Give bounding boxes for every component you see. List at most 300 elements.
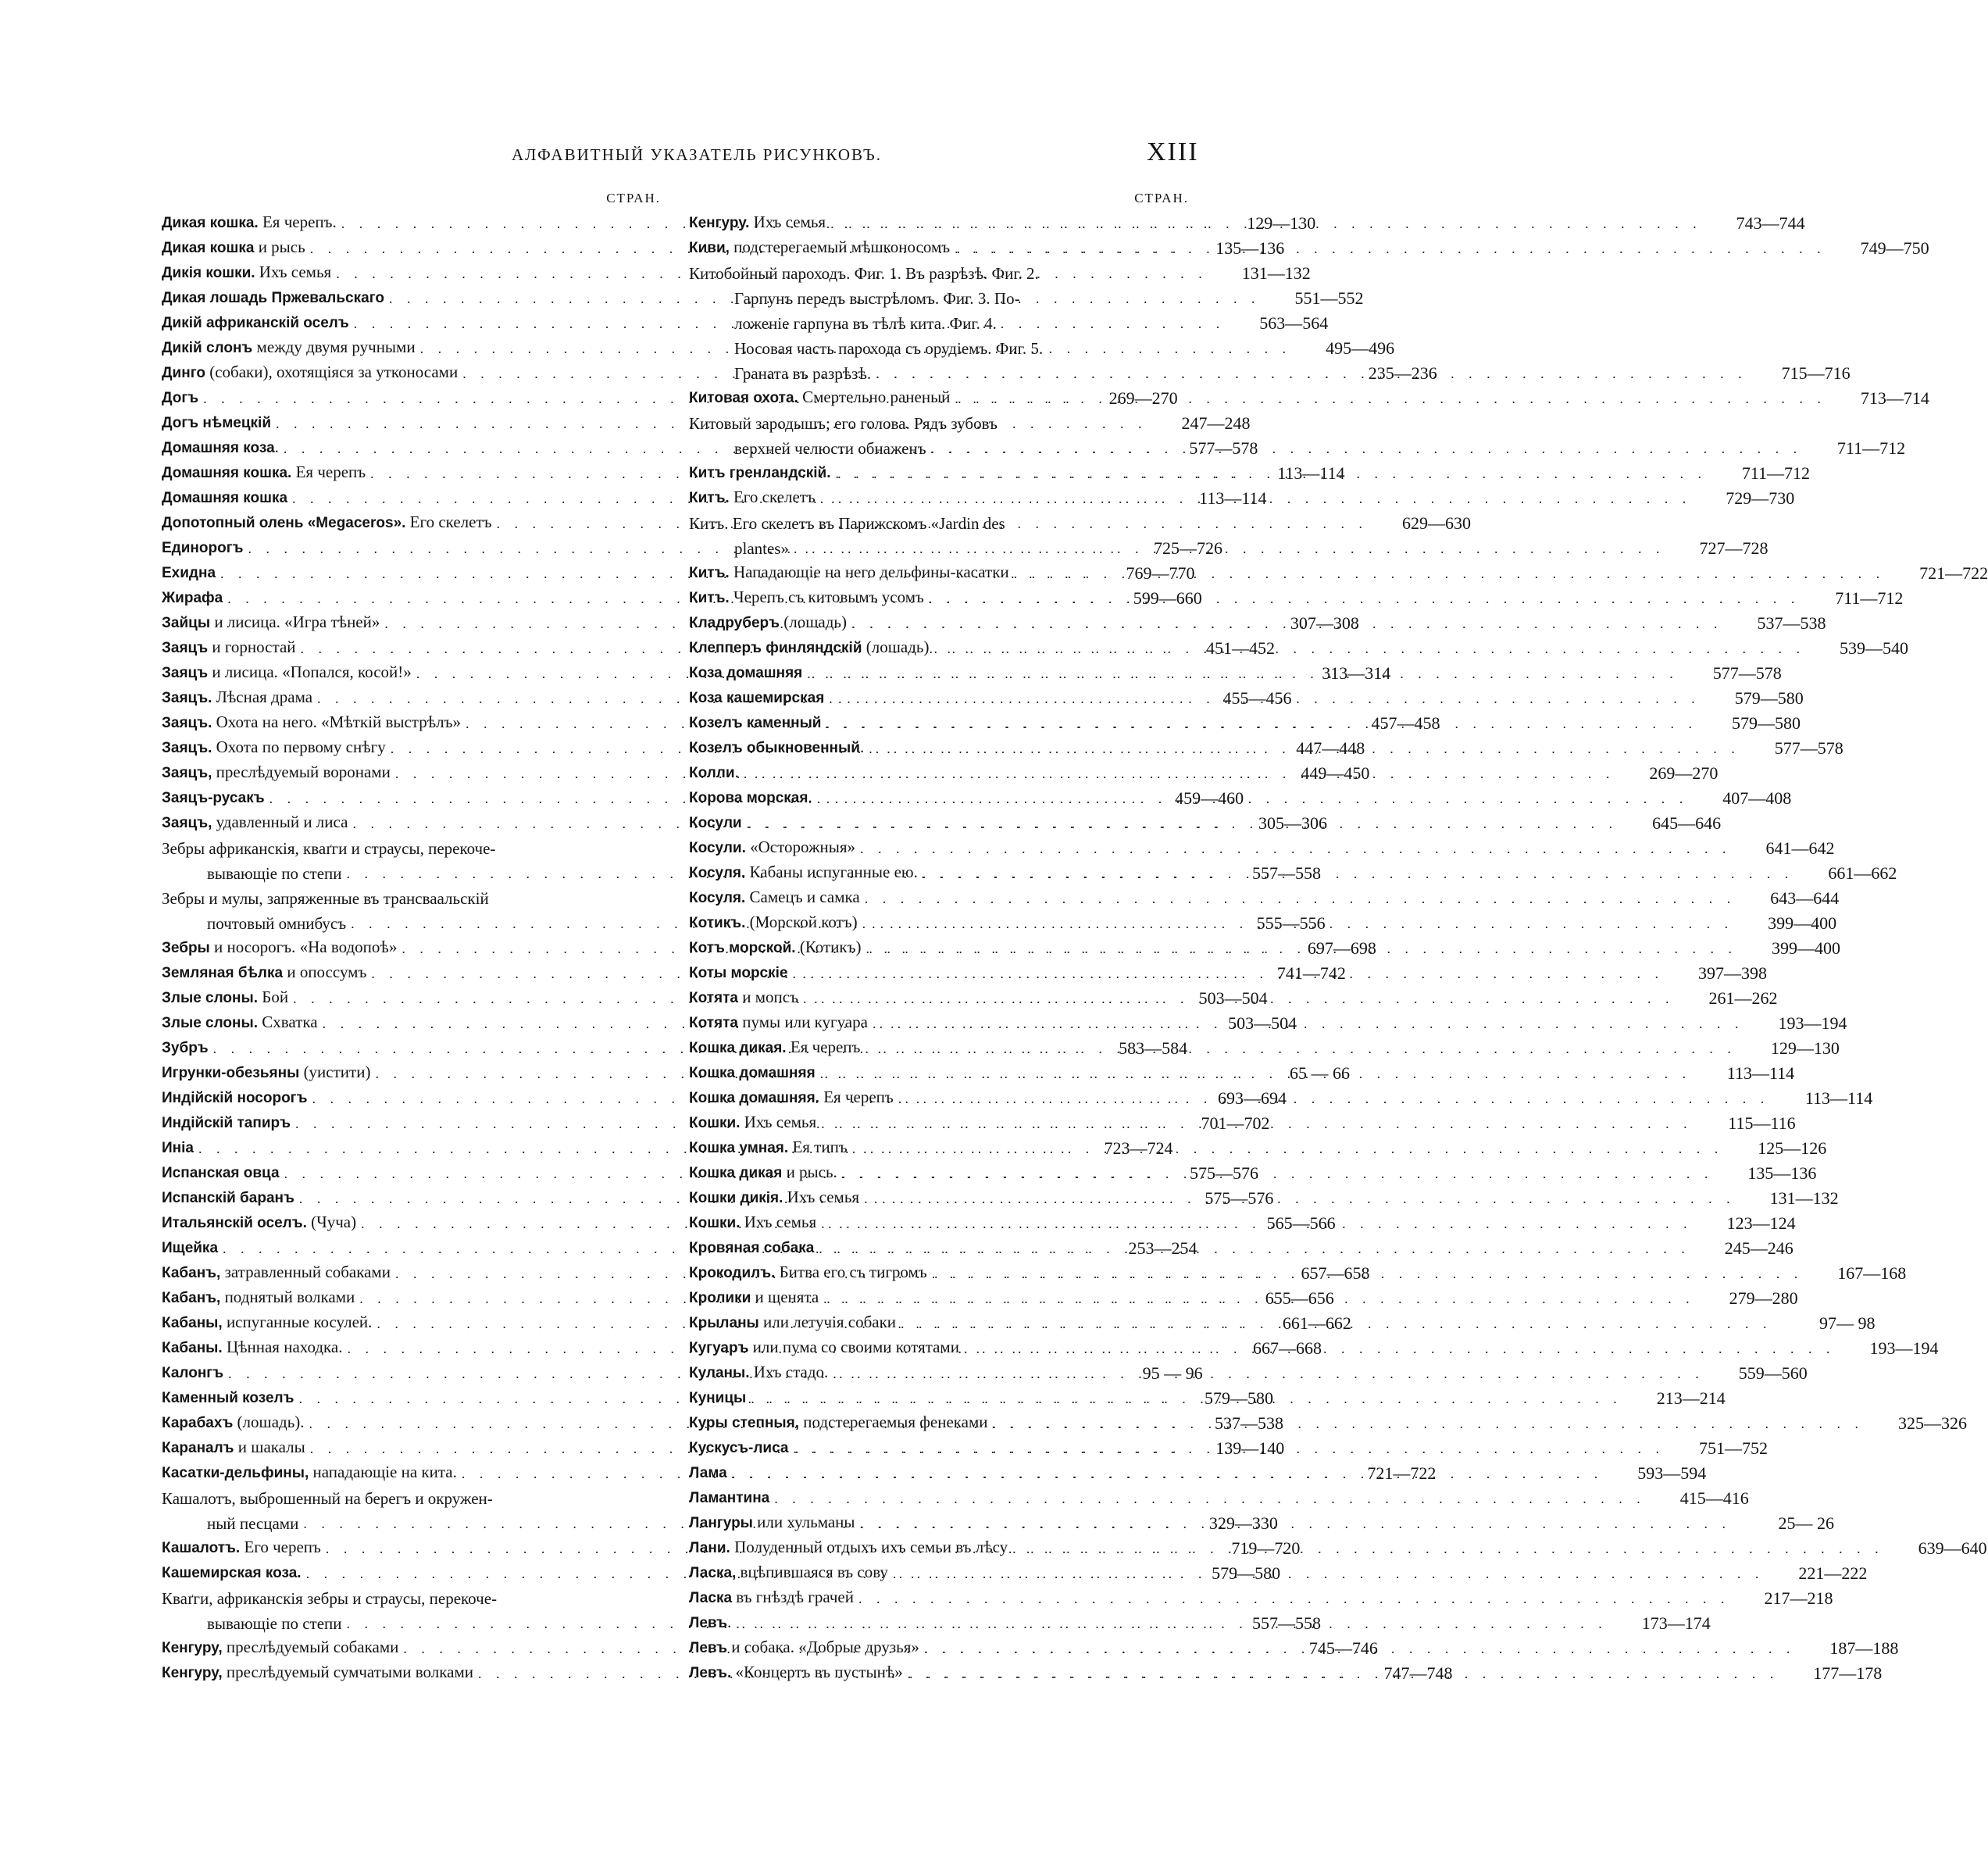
- page-range: 697—698: [1307, 938, 1376, 958]
- page-range: 449—450: [1301, 763, 1370, 783]
- page-range: 269—270: [1108, 388, 1178, 408]
- page-range: 447—448: [1296, 738, 1365, 758]
- entry-title: [162, 234, 305, 261]
- entry-title: [162, 934, 397, 961]
- page-range: 187—188: [1829, 1638, 1899, 1658]
- page-range: 459—460: [1175, 788, 1244, 808]
- page-range: 747—748: [1383, 1663, 1453, 1683]
- entry-description: нападающіе на кита.: [309, 1463, 457, 1481]
- entry-description: затравленный собаками: [220, 1263, 391, 1281]
- entry-headword: Дикая кошка: [162, 240, 255, 256]
- entry-headword: Кошка дикая.: [689, 1040, 787, 1056]
- leader-dots: [860, 1036, 1736, 1061]
- entry-description: (собаки), охотящіяся за утконосами: [205, 363, 459, 381]
- entry-title: [689, 1609, 731, 1636]
- entry-headword: Кашалотъ.: [162, 1540, 241, 1556]
- entry-title: [162, 759, 391, 786]
- entry-title: [162, 734, 386, 761]
- page-range: 25— 26: [1778, 1513, 1835, 1533]
- page-range: 719—720: [1231, 1538, 1301, 1558]
- entry-description: Нападающіе на него дельфины-касатки: [729, 563, 1009, 581]
- entry-headword: Коза кашемирская: [689, 690, 825, 706]
- leader-dots: [819, 1286, 1695, 1311]
- entry-description: Кабаны испуганные ею.: [745, 863, 918, 881]
- page-range: 503—504: [1228, 1013, 1297, 1033]
- entry-headword: Крыланы: [689, 1315, 759, 1331]
- entry-headword: Крокодилъ.: [689, 1265, 776, 1281]
- leader-dots: [903, 1661, 1779, 1686]
- page-range: 129—130: [1770, 1038, 1840, 1058]
- page-range: 113—114: [1277, 463, 1345, 483]
- page-range: 253—254: [1128, 1238, 1197, 1258]
- entry-description: вцѣпившаяся въ сову: [736, 1563, 888, 1581]
- leader-dots: [1008, 1536, 1884, 1561]
- entry-title: [162, 709, 461, 736]
- page-number: XIII: [1147, 138, 1199, 166]
- entry-title: [162, 784, 265, 811]
- leader-dots: [926, 436, 1803, 461]
- entry-headword: Ласка,: [689, 1565, 737, 1581]
- entry-title: [689, 634, 929, 661]
- leader-dots: [746, 1386, 1622, 1411]
- page-range: 325—326: [1898, 1413, 1968, 1433]
- entry-headword: Кашемирская коза.: [162, 1565, 302, 1581]
- index-entry: [689, 561, 1988, 586]
- entry-headword: Кролики: [689, 1290, 751, 1306]
- entry-description: Ея черепъ: [291, 463, 366, 481]
- entry-title: [689, 1059, 816, 1086]
- entry-headword: Касатки-дельфины,: [162, 1465, 309, 1481]
- entry-description: Ея типъ: [788, 1138, 848, 1156]
- page-range: 641—642: [1765, 838, 1835, 858]
- entry-headword: Косули.: [689, 840, 746, 856]
- page-range: 661—662: [1828, 863, 1897, 883]
- entry-headword: Заяцъ.: [162, 715, 212, 731]
- page-range: 713—714: [1860, 388, 1929, 408]
- entry-title: [162, 259, 331, 286]
- entry-description: и шакалы: [234, 1438, 305, 1456]
- entry-headword: Караналъ: [162, 1440, 234, 1456]
- entry-headword: Кошки.: [689, 1215, 741, 1231]
- entry-headword: Догъ: [162, 390, 199, 406]
- leader-dots: [896, 1311, 1772, 1336]
- leader-dots: [788, 1436, 1665, 1461]
- leader-dots: [864, 736, 1740, 761]
- entry-description: и лисица. «Попался, косой!»: [208, 663, 412, 681]
- entry-headword: Лангуры: [689, 1515, 753, 1531]
- entry-description: пумы или кугуара: [738, 1013, 868, 1031]
- entry-description: Ихъ семья: [740, 1113, 817, 1131]
- entry-title: [689, 1559, 888, 1586]
- page-range: 629—630: [1402, 513, 1471, 533]
- entry-title: [689, 709, 821, 736]
- entry-line: Китобойный пароходъ. Фиг. 1. Въ разрѣзѣ. Фиг. 2.: [689, 264, 1039, 283]
- entry-description: Охота на него. «Мѣткій выстрѣлъ»: [212, 713, 461, 731]
- page-range: 577—578: [1774, 738, 1843, 758]
- entry-description: и мопсъ: [738, 988, 798, 1006]
- entry-headword: Косуля.: [689, 865, 746, 881]
- entry-headword: Калонгъ: [162, 1365, 224, 1381]
- page-range: 563—564: [1259, 313, 1329, 333]
- entry-title: [689, 809, 742, 836]
- entry-title: [162, 634, 296, 661]
- entry-headword: Кошки.: [689, 1115, 741, 1131]
- index-entry: [689, 886, 1840, 911]
- leader-dots: [854, 1586, 1730, 1611]
- entry-headword: Кладруберъ: [689, 615, 780, 631]
- entry-line: ложеніе гарпуна въ тѣлѣ кита. Фиг. 4.: [734, 314, 997, 333]
- page-range: 661—662: [1282, 1313, 1351, 1333]
- entry-title: [689, 1484, 769, 1511]
- entry-description: Ея черепъ: [819, 1088, 894, 1106]
- entry-title: [689, 959, 787, 986]
- entry-title: [689, 1359, 828, 1386]
- entry-title: [689, 1509, 855, 1536]
- entry-title: [689, 1259, 927, 1286]
- leader-dots: [742, 811, 1619, 836]
- entry-description: подстерегаемый мѣшконосомъ: [729, 238, 951, 256]
- page-range: 415—416: [1679, 1488, 1749, 1508]
- page-range: 721—722: [1919, 563, 1988, 583]
- entry-description: Черепъ съ китовымъ усомъ: [729, 588, 924, 606]
- entry-description: преслѣдуемый собаками: [222, 1638, 399, 1656]
- entry-headword: Злые слоны.: [162, 990, 259, 1006]
- entry-description: (уистити): [299, 1063, 371, 1081]
- page-range: 457—458: [1371, 713, 1440, 733]
- entry-headword: Корова морская: [689, 790, 808, 806]
- leader-dots: [789, 536, 1665, 561]
- page-range: 643—644: [1770, 888, 1840, 908]
- entry-headword: Кускусъ-лиса: [689, 1440, 789, 1456]
- entry-headword: Киви,: [689, 240, 730, 256]
- entry-title: [162, 309, 349, 336]
- entry-headword: Испанскій баранъ: [162, 1190, 294, 1206]
- index-entry: [689, 536, 1768, 561]
- entry-headword: Косули: [689, 815, 742, 831]
- entry-headword: Домашняя кошка.: [162, 465, 292, 481]
- entry-headword: Кабаны.: [162, 1340, 223, 1356]
- entry-description: Лѣсная драма: [212, 688, 313, 706]
- entry-headword: Куницы: [689, 1390, 747, 1406]
- entry-description: Самецъ и самка: [745, 888, 860, 906]
- entry-headword: Колли: [689, 765, 735, 781]
- entry-line: верхней челюсти обнаженъ: [734, 439, 926, 458]
- page-range: 123—124: [1726, 1213, 1796, 1233]
- entry-description: .: [808, 788, 812, 806]
- entry-headword: Индійскій носорогъ: [162, 1090, 308, 1106]
- index-entry: [689, 336, 1189, 361]
- entry-title: [689, 859, 918, 886]
- entry-description: Ея черепъ.: [258, 213, 337, 231]
- entry-headword: Котъ морской.: [689, 940, 796, 956]
- page-range: 539—540: [1839, 638, 1908, 658]
- entry-headword: Лама: [689, 1465, 727, 1481]
- page-range: 221—222: [1798, 1563, 1868, 1583]
- entry-title: [162, 1134, 194, 1161]
- page-range: 711—712: [1836, 438, 1906, 458]
- page-range: 555—556: [1256, 913, 1326, 933]
- index-entry: [689, 586, 1904, 611]
- page-range: 577—578: [1712, 663, 1782, 683]
- index-entry: [689, 511, 1189, 536]
- entry-headword: Кошка домашняя.: [689, 1090, 819, 1106]
- entry-description: (Котикъ): [795, 938, 862, 956]
- entry-headword: Карабахъ: [162, 1415, 234, 1431]
- page-range: 559—560: [1738, 1363, 1808, 1383]
- entry-headword: Левъ: [689, 1615, 727, 1631]
- entry-line: Китовый зародышъ; его голова. Рядъ зубовъ: [689, 414, 998, 433]
- leader-dots: [798, 986, 1675, 1011]
- leader-dots: [871, 361, 1747, 386]
- page-range: 721—722: [1367, 1463, 1437, 1483]
- column-label: СТРАН.: [606, 191, 661, 205]
- page-range: 113—114: [1804, 1088, 1873, 1108]
- index-entry: [689, 836, 1835, 861]
- leader-dots: [1009, 561, 1886, 586]
- page-range: 495—496: [1326, 338, 1395, 358]
- entry-title: [162, 359, 458, 386]
- page-range: 575—576: [1190, 1163, 1259, 1183]
- entry-title: [689, 934, 861, 961]
- page-range: 701—702: [1201, 1113, 1270, 1133]
- page-range: 313—314: [1322, 663, 1391, 683]
- leader-dots: [927, 1261, 1804, 1286]
- entry-title: [689, 984, 798, 1011]
- page-range: 131—132: [1769, 1188, 1839, 1208]
- entry-title: [689, 234, 950, 261]
- entry-headword: Допотопный олень «Megaceros».: [162, 515, 406, 531]
- entry-headword: Кровяная собака: [689, 1240, 815, 1256]
- page-range: 131—132: [1241, 263, 1311, 283]
- entry-headword: Левъ: [689, 1640, 727, 1656]
- entry-description: (лошадь): [862, 638, 930, 656]
- entry-title: [162, 509, 492, 536]
- entry-headword: Заяцъ-русакъ: [162, 790, 265, 806]
- page-range: 557—558: [1252, 1613, 1322, 1633]
- entry-line: ный песцами: [207, 1514, 299, 1533]
- entry-headword: Кабанъ,: [162, 1290, 221, 1306]
- leader-dots: [859, 1186, 1736, 1211]
- entry-headword: Козелъ каменный: [689, 715, 822, 731]
- page-range: 305—306: [1258, 813, 1327, 833]
- entry-headword: Китовая охота.: [689, 390, 798, 406]
- page-range: 769—770: [1126, 563, 1195, 583]
- column-label: СТРАН.: [1134, 191, 1189, 205]
- leader-dots: [812, 786, 1689, 811]
- page-range: 235—236: [1368, 363, 1437, 383]
- entry-headword: Ламантина: [689, 1490, 770, 1506]
- entry-title: [162, 1634, 398, 1661]
- entry-headword: Заяцъ,: [162, 765, 212, 781]
- entry-line: Граната въ разрѣзѣ.: [734, 364, 872, 383]
- entry-title: [689, 1409, 988, 1436]
- page-range: 245—246: [1724, 1238, 1793, 1258]
- index-entry: [689, 286, 1189, 311]
- entry-headword: Дикій слонъ: [162, 340, 253, 356]
- entry-description: между двумя ручными: [252, 338, 416, 356]
- page-range: 217—218: [1764, 1588, 1833, 1608]
- entry-description: Ея черепъ: [786, 1038, 861, 1056]
- entry-headword: Куланы.: [689, 1365, 750, 1381]
- index-entry: [689, 1136, 1827, 1161]
- entry-description: и рысь: [254, 238, 305, 256]
- leader-dots: [988, 1411, 1865, 1436]
- entry-title: [162, 1334, 343, 1361]
- entry-headword: Кенгуру,: [162, 1665, 223, 1681]
- page-range: 95 — 96: [1142, 1363, 1203, 1383]
- entry-title: [162, 1234, 218, 1261]
- entry-description: подстерегаемыя фенеками: [799, 1413, 988, 1431]
- entry-headword: Кугуаръ: [689, 1340, 749, 1356]
- entry-headword: Китъ гренландскій.: [689, 465, 831, 481]
- page-range: 139—140: [1215, 1438, 1285, 1458]
- entry-headword: Зубръ: [162, 1040, 209, 1056]
- page-range: 247—248: [1181, 413, 1251, 433]
- index-entry: [689, 411, 1189, 436]
- entry-title: [162, 1284, 355, 1311]
- leader-dots: [924, 586, 1801, 611]
- entry-title: [689, 1334, 959, 1361]
- entry-description: (лошадь).: [233, 1413, 305, 1431]
- entry-title: [689, 1109, 816, 1136]
- entry-title: [689, 1159, 837, 1186]
- page-range: 97— 98: [1819, 1313, 1876, 1333]
- leader-dots: [727, 1461, 1604, 1486]
- leader-dots: [802, 661, 1679, 686]
- entry-title: [689, 1309, 896, 1336]
- entry-headword: Каменный козелъ: [162, 1390, 294, 1406]
- entry-title: [162, 659, 412, 686]
- entry-title: [162, 809, 348, 836]
- entry-description: Цѣнная находка.: [222, 1338, 343, 1356]
- page-range: 193—194: [1778, 1013, 1847, 1033]
- page-range: 715—716: [1781, 363, 1851, 383]
- entry-headword: Козелъ обыкновенный: [689, 740, 860, 756]
- entry-headword: Котикъ.: [689, 915, 746, 931]
- entry-headword: Заяцъ.: [162, 690, 212, 706]
- entry-headword: Земляная бѣлка: [162, 965, 284, 981]
- leader-dots: [861, 936, 1737, 961]
- page-range: 727—728: [1699, 538, 1768, 558]
- entry-title: [689, 1034, 860, 1061]
- entry-description: и щенята: [751, 1288, 819, 1306]
- entry-headword: Дикая кошка.: [162, 215, 259, 231]
- leader-dots: [950, 386, 1826, 411]
- page-range: 279—280: [1729, 1288, 1798, 1308]
- leader-dots: [848, 1136, 1724, 1161]
- page-range: 645—646: [1652, 813, 1722, 833]
- entry-line: Зебры и мулы, запряженные въ трансваальскій: [162, 889, 489, 908]
- page-range: 537—538: [1757, 613, 1826, 633]
- entry-description: .: [726, 1613, 732, 1631]
- entry-description: Смертельно раненый: [798, 388, 951, 406]
- entry-headword: Кабанъ,: [162, 1265, 221, 1281]
- page-range: 399—400: [1768, 913, 1837, 933]
- entry-line: Носовая часть парохода съ орудіемъ. Фиг. 5.: [734, 339, 1044, 358]
- running-title: АЛФАВИТНЫЙ УКАЗАТЕЛЬ РИСУНКОВЪ.: [512, 145, 882, 164]
- leader-dots: [868, 1011, 1744, 1036]
- entry-headword: Дикая лошадь Пржевальскаго: [162, 290, 384, 306]
- page-range: 693—694: [1217, 1088, 1287, 1108]
- leader-dots: [787, 961, 1664, 986]
- entry-description: и горностай: [208, 638, 296, 656]
- page-range: 551—552: [1294, 288, 1364, 308]
- entry-title: [689, 209, 826, 236]
- entry-title: [162, 559, 216, 586]
- entry-headword: Заяцъ: [162, 640, 209, 656]
- leader-dots: [919, 1636, 1796, 1661]
- page-range: 579—580: [1731, 713, 1801, 733]
- page-range: 135—136: [1215, 238, 1285, 258]
- entry-headword: Домашняя кошка: [162, 490, 288, 506]
- leader-dots: [816, 1211, 1693, 1236]
- leader-dots: [731, 1611, 1608, 1636]
- page-range: 579—580: [1212, 1563, 1281, 1583]
- leader-dots: [739, 761, 1615, 786]
- entry-title: [162, 1084, 307, 1111]
- entry-headword: Лани.: [689, 1540, 730, 1556]
- entry-headword: Индійскій тапиръ: [162, 1115, 291, 1131]
- page-range: 125—126: [1758, 1138, 1827, 1158]
- entry-title: [689, 884, 860, 911]
- entry-description: или летучія собаки: [758, 1313, 897, 1331]
- index-entry: [162, 1486, 662, 1511]
- entry-title: [689, 1134, 848, 1161]
- page-range: 65 — 66: [1289, 1063, 1350, 1083]
- entry-title: [162, 434, 279, 461]
- entry-headword: Котята: [689, 1015, 738, 1031]
- entry-title: [162, 1534, 321, 1561]
- entry-title: [689, 1009, 868, 1036]
- entry-title: [162, 1034, 209, 1061]
- entry-title: [689, 1584, 854, 1611]
- index-entry: [689, 386, 1929, 411]
- entry-line: вывающіе по степи: [207, 1614, 342, 1633]
- entry-headword: Кошка умная.: [689, 1140, 789, 1156]
- entry-title: [162, 1109, 291, 1136]
- entry-headword: Дикій африканскій оселъ: [162, 315, 349, 331]
- index-entry: [162, 886, 662, 911]
- entry-title: [689, 1284, 819, 1311]
- leader-dots: [918, 861, 1794, 886]
- entry-headword: Игрунки-обезьяны: [162, 1065, 300, 1081]
- page-range: 743—744: [1736, 213, 1805, 233]
- entry-line: вывающіе по степи: [207, 864, 342, 883]
- entry-title: [162, 1009, 318, 1036]
- entry-title: [162, 1559, 302, 1586]
- page-range: 455—456: [1222, 688, 1292, 708]
- entry-headword: Догъ нѣмецкій: [162, 415, 272, 431]
- entry-line: Гарпунъ передъ выстрѣломъ. Фиг. 3. По-: [734, 289, 1020, 308]
- entry-description: Полуденный отдыхъ ихъ семьи въ лѣсу: [730, 1538, 1008, 1556]
- leader-dots: [816, 1061, 1692, 1086]
- entry-headword: Китъ.: [689, 565, 730, 581]
- leader-dots: [959, 1336, 1836, 1361]
- leader-dots: [847, 611, 1723, 636]
- entry-description: Ихъ семья: [740, 1213, 817, 1231]
- entry-headword: Жирафа: [162, 590, 223, 606]
- entry-title: [162, 1384, 294, 1411]
- entry-headword: Дикія кошки.: [162, 265, 255, 281]
- page-range: 193—194: [1869, 1338, 1939, 1358]
- page-range: 639—640: [1918, 1538, 1987, 1558]
- entry-line: почтовый омнибусъ: [207, 914, 347, 933]
- entry-description: и носорогъ. «На водопоѣ»: [209, 938, 398, 956]
- entry-line: Китъ. Его скелетъ въ Парижскомъ «Jardin des: [689, 514, 1005, 533]
- entry-headword: Домашняя коза: [162, 440, 275, 456]
- index-entry: [689, 1361, 1808, 1386]
- page-range: 129—130: [1247, 213, 1316, 233]
